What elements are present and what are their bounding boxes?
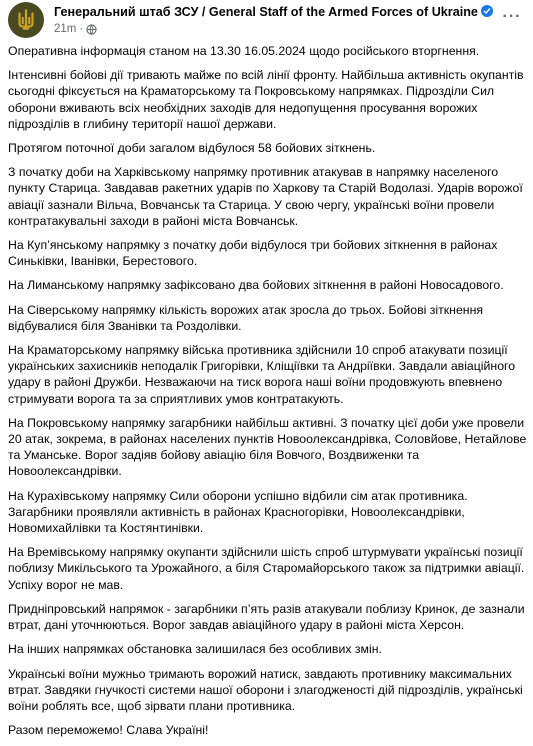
verified-badge-icon bbox=[481, 5, 493, 17]
post-paragraph: Українські воїни мужньо тримають ворожий натиск, завдають противнику максимальних втрат. Завдяки гнучкості системи нашої оборони і злагодженості дій підрозділів, українські воїни роблять все, щоб зірвати плани противника. bbox=[8, 666, 523, 713]
post-paragraph: Протягом поточної доби загалом відбулося 58 бойових зіткнень. bbox=[8, 141, 376, 156]
page-avatar[interactable] bbox=[8, 2, 44, 38]
post-paragraph: На Лиманському напрямку зафіксовано два бойових зіткнення в районі Новосадового. bbox=[8, 278, 504, 293]
post-paragraph: На Краматорському напрямку війська противника здійснили 10 спроб атакувати позиції українських захисників неподалік Григорівки, Кліщіївки та Андріївки. Завдали авіаційного удару в районі Дружби. Незважаючи на тиск ворога наші воїни продовжують впевнено стримувати ворога та за сприятливих умов контратакують. bbox=[8, 343, 516, 406]
globe-icon[interactable] bbox=[86, 24, 97, 35]
post-paragraph: На Времівському напрямку окупанти здійснили шість спроб штурмувати українські позиції поблизу Микільського та Урожайного, а біля Старомайорського також за підтримки авіації. Успіху ворог не мав. bbox=[8, 545, 525, 592]
trident-emblem-icon bbox=[13, 7, 39, 33]
post-paragraph: На Сіверському напрямку кількість ворожих атак зросла до трьох. Бойові зіткнення відбувалися біля Званівки та Роздолівки. bbox=[8, 302, 484, 333]
post-header bbox=[0, 0, 533, 40]
page-name-text[interactable]: Генеральний штаб ЗСУ / General Staff of the Armed Forces of Ukraine bbox=[54, 5, 478, 19]
post-paragraph: На Покровському напрямку загарбники найбільш активні. З початку цієї доби уже провели 20 атак, зокрема, в районах населених пунктів Новоолександрівка, Соловйове, Нетайлове та Уманське. Ворог задіяв бойову авіацію біля Вовчого, Воздвиженки та Новоолександрівки. bbox=[8, 415, 527, 479]
post-paragraph: На Курахівському напрямку Сили оборони успішно відбили сім атак противника. Загарбники проявляли активність в районах Красногорівки, Новоолександрівки, Новомихайлівки та Костянтинівки. bbox=[8, 488, 468, 536]
meta-separator: · bbox=[79, 23, 84, 35]
post-time[interactable]: 21m bbox=[54, 23, 77, 35]
post-paragraph: Оперативна інформація станом на 13.30 16.05.2024 щодо російського вторгнення. bbox=[8, 44, 480, 58]
post-paragraph: Інтенсивні бойові дії тривають майже по всій лінії фронту. Найбільша активність окупантів сьогодні фіксується на Краматорському та Покровському напрямках. Підрозділи Сил оборони вживають всіх необхідних заходів для недопущення просування ворожих підрозділів в глибину території нашої держави. bbox=[8, 68, 524, 131]
page-name[interactable] bbox=[54, 5, 493, 19]
more-options-icon[interactable]: ··· bbox=[502, 8, 522, 25]
post-paragraph: На Куп’янському напрямку з початку доби відбулося три бойових зіткнення в районах Синьківки, Іванівки, Берестового. bbox=[8, 238, 498, 269]
post-paragraph: На інших напрямках обстановка залишилася без особливих змін. bbox=[8, 642, 382, 657]
post-meta bbox=[54, 23, 97, 35]
post-paragraph: Разом переможемо! Слава Україні! bbox=[8, 723, 209, 738]
post-body bbox=[8, 43, 528, 746]
post-paragraph: Придніпровський напрямок - загарбники п’ять разів атакували поблизу Кринок, де зазнали втрат, дані уточнюються. Ворог завдав авіаційного удару в районі міста Херсон. bbox=[8, 601, 525, 633]
post-paragraph: З початку доби на Харківському напрямку противник атакував в напрямку населеного пункту Старица. Завдавав ракетних ударів по Харкову та Старій Водолазі. Ударів ворожої авіації зазнали Вільча, Вовчанськ та Старица. У свою чергу, українські воїни провели контратакувальні заходи в районі міста Вовчанськ. bbox=[8, 165, 523, 228]
